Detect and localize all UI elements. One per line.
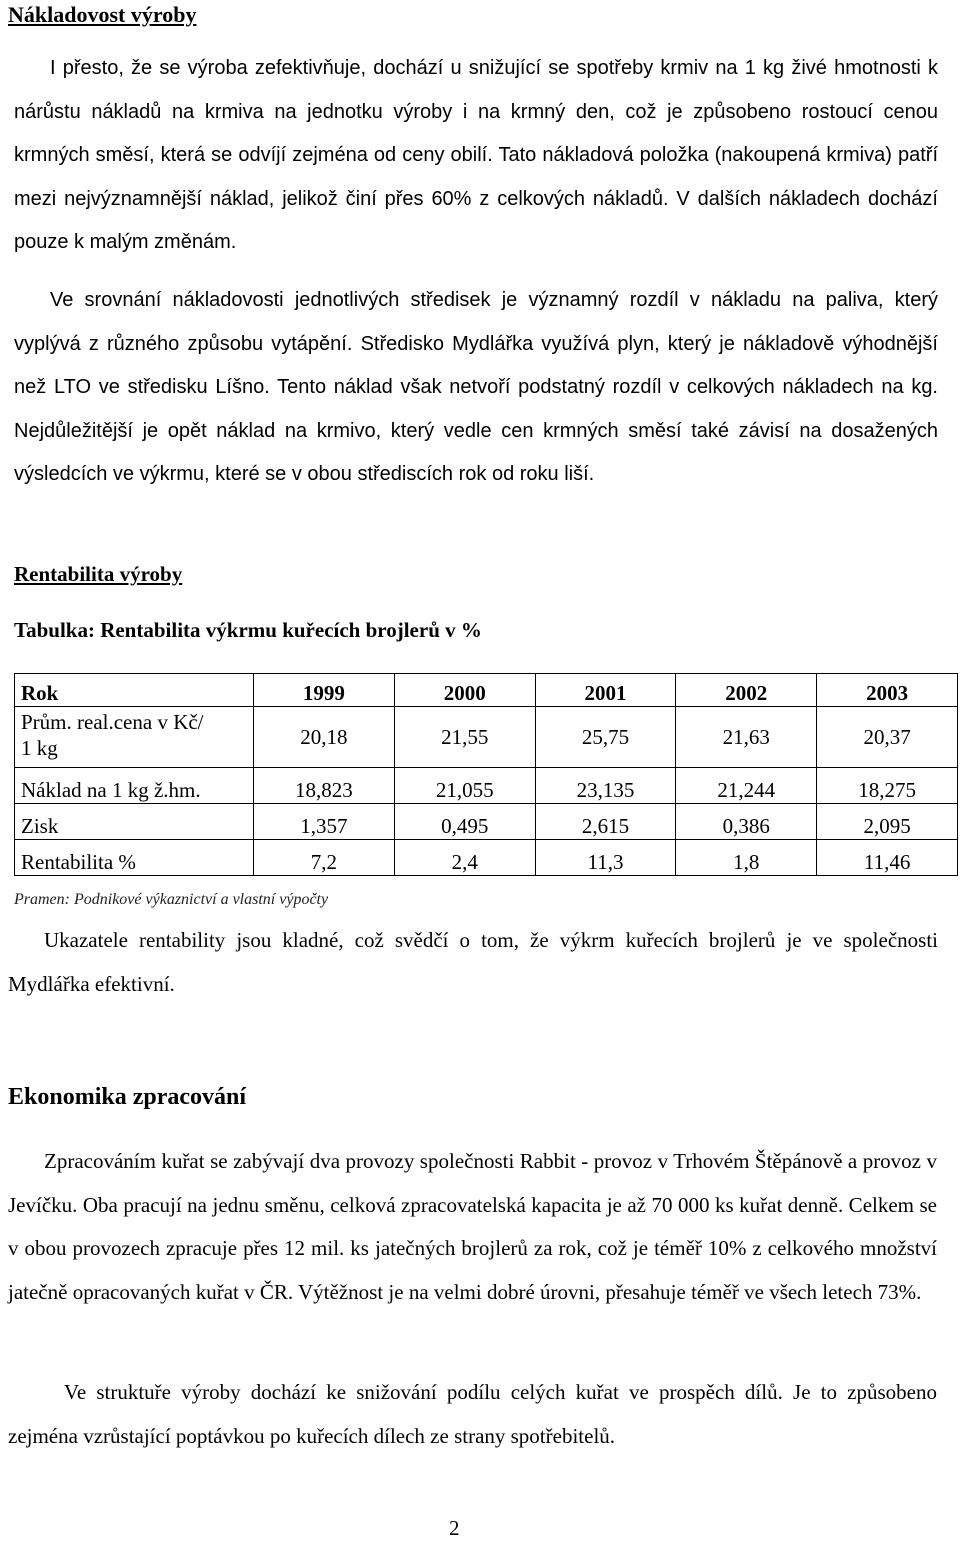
table-header-year: 2003 — [817, 674, 958, 707]
table-cell: 21,055 — [394, 768, 535, 804]
paragraph-nakladovost-2: Ve srovnání nákladovosti jednotlivých středisek je významný rozdíl v nákladu na paliva, který vyplývá z různého způsobu vytápění. Středisko Mydlářka využívá plyn, který je nákladově výhodnější než LTO ve středisku Líšno. Tento náklad však netvoří podstatný rozdíl v celkových nákladech na kg. Nejdůležitější je opět náklad na krmivo, který vedle cen krmných směsí také závisí na dosažených výsledcích ve výkrmu, které se v obou střediscích rok od roku liší. — [14, 289, 938, 485]
table-cell: 2,4 — [394, 840, 535, 876]
page-number: 2 — [449, 1516, 460, 1540]
table-header-label: Rok — [15, 674, 254, 707]
table-cell: 25,75 — [535, 707, 676, 768]
table-row — [15, 707, 958, 768]
table-cell: 0,495 — [394, 804, 535, 840]
table-header-year: 2001 — [535, 674, 676, 707]
table-cell: 20,37 — [817, 707, 958, 768]
table-header-row — [15, 674, 958, 707]
table-row-label: Zisk — [15, 804, 254, 840]
table-cell: 23,135 — [535, 768, 676, 804]
table-cell: 11,3 — [535, 840, 676, 876]
table-cell: 21,63 — [676, 707, 817, 768]
table-cell: 18,823 — [254, 768, 395, 804]
table-cell: 20,18 — [254, 707, 395, 768]
table-cell: 21,55 — [394, 707, 535, 768]
table-cell: 1,357 — [254, 804, 395, 840]
paragraph-ekonomika-1: Zpracováním kuřat se zabývají dva provozy společnosti Rabbit - provoz v Trhovém Štěpánově a provoz v Jevíčku. Oba pracují na jednu směnu, celková zpracovatelská kapacita je až 70 000 ks kuřat denně. Celkem se v obou provozech zpracuje přes 12 mil. ks jatečných brojlerů za rok, což je téměř 10% z celkového množství jatečně opracovaných kuřat v ČR. Výtěžnost je na velmi dobré úrovni, přesahuje téměř ve všech letech 73%. — [8, 1149, 937, 1304]
table-row-label-line: 1 kg — [21, 736, 58, 760]
table-cell: 7,2 — [254, 840, 395, 876]
table-row-label: Rentabilita % — [15, 840, 254, 876]
table-row-label-line: Prům. real.cena v Kč/ — [21, 710, 204, 734]
paragraph-rentabilita-1: Ukazatele rentability jsou kladné, což svědčí o tom, že výkrm kuřecích brojlerů je ve společnosti Mydlářka efektivní. — [8, 928, 938, 996]
table-header-year: 1999 — [254, 674, 395, 707]
table-cell: 2,095 — [817, 804, 958, 840]
table-header-year: 2002 — [676, 674, 817, 707]
section-title-nakladovost: Nákladovost výroby — [8, 2, 197, 27]
paragraph-ekonomika-2: Ve struktuře výroby dochází ke snižování podílu celých kuřat ve prospěch dílů. Je to způsobeno zejména vzrůstající poptávkou po kuřecích dílech ze strany spotřebitelů. — [8, 1380, 937, 1448]
rentability-table — [14, 673, 958, 876]
table-cell: 18,275 — [817, 768, 958, 804]
table-caption: Tabulka: Rentabilita výkrmu kuřecích brojlerů v % — [14, 618, 482, 642]
table-cell: 0,386 — [676, 804, 817, 840]
paragraph-nakladovost-1: I přesto, že se výroba zefektivňuje, dochází u snižující se spotřeby krmiv na 1 kg živé hmotnosti k nárůstu nákladů na krmiva na jednotku výroby i na krmný den, což je způsobeno rostoucí cenou krmných směsí, která se odvíjí zejména od ceny obilí. Tato nákladová položka (nakoupená krmiva) patří mezi nejvýznamnější náklad, jelikož činí přes 60% z celkových nákladů. V dalších nákladech dochází pouze k malým změnám. — [14, 57, 938, 253]
table-cell: 2,615 — [535, 804, 676, 840]
table-header-year: 2000 — [394, 674, 535, 707]
table-source-note: Pramen: Podnikové výkaznictví a vlastní výpočty — [14, 891, 329, 908]
table-cell: 11,46 — [817, 840, 958, 876]
table-row — [15, 804, 958, 840]
table-row — [15, 840, 958, 876]
section-title-rentabilita: Rentabilita výroby — [14, 562, 183, 586]
section-title-ekonomika: Ekonomika zpracování — [8, 1084, 247, 1110]
table-row — [15, 768, 958, 804]
table-row-label: Náklad na 1 kg ž.hm. — [15, 768, 254, 804]
table-cell: 1,8 — [676, 840, 817, 876]
table-row-label — [15, 707, 254, 768]
table-cell: 21,244 — [676, 768, 817, 804]
